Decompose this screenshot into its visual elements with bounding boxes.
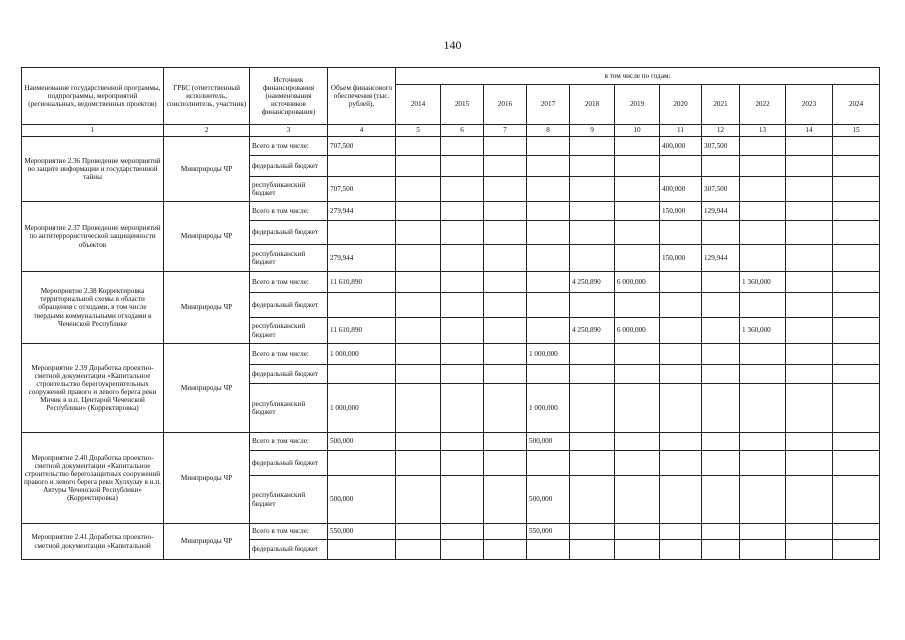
year-amount (396, 293, 441, 318)
year-amount (702, 451, 740, 476)
year-amount (441, 272, 484, 293)
year-amount (786, 318, 833, 344)
header-column-number: 8 (527, 125, 570, 137)
year-amount (660, 344, 702, 365)
table-body (22, 137, 880, 560)
year-amount (441, 293, 484, 318)
year-amount: 150,000 (660, 202, 702, 221)
header-column-number: 14 (786, 125, 833, 137)
year-amount (740, 202, 786, 221)
year-amount (615, 365, 660, 384)
header-year: 2022 (740, 85, 786, 125)
year-amount (615, 245, 660, 272)
header-year: 2017 (527, 85, 570, 125)
header-column-number: 12 (702, 125, 740, 137)
year-amount (527, 272, 570, 293)
year-amount (484, 293, 527, 318)
year-amount (527, 365, 570, 384)
year-amount (527, 540, 570, 560)
year-amount (740, 540, 786, 560)
year-amount (660, 524, 702, 540)
year-amount (615, 344, 660, 365)
year-amount (615, 476, 660, 524)
year-amount (570, 245, 615, 272)
year-amount (396, 272, 441, 293)
year-amount (396, 540, 441, 560)
table-row (22, 272, 880, 293)
funding-source: республиканский бюджет (250, 476, 328, 524)
year-amount (786, 293, 833, 318)
year-amount (484, 476, 527, 524)
funding-volume: 279,944 (328, 202, 396, 221)
year-amount (527, 293, 570, 318)
year-amount (441, 344, 484, 365)
year-amount (740, 524, 786, 540)
funding-source: федеральный бюджет (250, 221, 328, 245)
header-year: 2024 (833, 85, 880, 125)
year-amount (570, 156, 615, 177)
funding-volume (328, 365, 396, 384)
year-amount (786, 384, 833, 433)
year-amount (527, 156, 570, 177)
year-amount (570, 202, 615, 221)
year-amount (786, 245, 833, 272)
year-amount (740, 245, 786, 272)
year-amount (740, 344, 786, 365)
year-amount: 150,000 (660, 245, 702, 272)
header-volume: Объем финансового обеспечения (тыс. рублей), (328, 68, 396, 125)
measure-name: Мероприятие 2.36 Проведение мероприятий по защите информации и государственной тайны (22, 137, 164, 202)
year-amount (833, 540, 880, 560)
header-column-number: 9 (570, 125, 615, 137)
year-amount (527, 318, 570, 344)
year-amount (484, 524, 527, 540)
year-amount (615, 156, 660, 177)
year-amount (396, 245, 441, 272)
year-amount (702, 318, 740, 344)
page-number: 140 (443, 38, 462, 52)
year-amount (740, 221, 786, 245)
year-amount (441, 137, 484, 156)
year-amount: 1 000,000 (527, 344, 570, 365)
measure-grbs: Минприроды ЧР (164, 344, 250, 433)
year-amount (833, 344, 880, 365)
year-amount (441, 540, 484, 560)
measure-grbs: Минприроды ЧР (164, 433, 250, 524)
year-amount (615, 202, 660, 221)
year-amount (396, 221, 441, 245)
header-column-number: 6 (441, 125, 484, 137)
year-amount (786, 524, 833, 540)
year-amount (786, 433, 833, 451)
year-amount: 4 250,890 (570, 272, 615, 293)
year-amount (484, 221, 527, 245)
header-year: 2016 (484, 85, 527, 125)
year-amount (740, 365, 786, 384)
year-amount (570, 384, 615, 433)
year-amount (615, 451, 660, 476)
year-amount (527, 202, 570, 221)
financing-table (21, 67, 880, 560)
funding-volume: 500,000 (328, 433, 396, 451)
year-amount (484, 272, 527, 293)
year-amount (702, 540, 740, 560)
year-amount (396, 202, 441, 221)
header-name: Наименование государственной программы, подпрограммы, мероприятий (региональных, ведомственных проектов) (22, 68, 164, 125)
header-year: 2015 (441, 85, 484, 125)
year-amount (833, 245, 880, 272)
table-row (22, 524, 880, 540)
year-amount (615, 177, 660, 202)
measure-grbs: Минприроды ЧР (164, 272, 250, 344)
year-amount (615, 293, 660, 318)
year-amount (833, 293, 880, 318)
year-amount: 400,000 (660, 177, 702, 202)
year-amount: 500,000 (527, 476, 570, 524)
funding-volume: 1 000,000 (328, 344, 396, 365)
year-amount: 500,000 (527, 433, 570, 451)
header-by-years: в том числе по годам: (396, 68, 880, 85)
year-amount (570, 221, 615, 245)
measure-grbs: Минприроды ЧР (164, 524, 250, 560)
year-amount: 1 000,000 (527, 384, 570, 433)
year-amount (615, 540, 660, 560)
year-amount (702, 272, 740, 293)
year-amount (702, 156, 740, 177)
funding-source: республиканский бюджет (250, 384, 328, 433)
funding-source: Всего в том числе: (250, 344, 328, 365)
year-amount (833, 221, 880, 245)
year-amount (702, 365, 740, 384)
funding-volume: 1 000,000 (328, 384, 396, 433)
year-amount: 307,500 (702, 137, 740, 156)
funding-source: федеральный бюджет (250, 540, 328, 560)
header-column-number: 13 (740, 125, 786, 137)
measure-grbs: Минприроды ЧР (164, 137, 250, 202)
year-amount (396, 344, 441, 365)
year-amount (396, 137, 441, 156)
funding-source: республиканский бюджет (250, 177, 328, 202)
funding-volume: 11 610,890 (328, 318, 396, 344)
year-amount (786, 540, 833, 560)
year-amount (396, 384, 441, 433)
year-amount (833, 384, 880, 433)
year-amount (786, 137, 833, 156)
header-column-number: 15 (833, 125, 880, 137)
year-amount (660, 540, 702, 560)
year-amount (527, 245, 570, 272)
year-amount (484, 344, 527, 365)
year-amount (786, 221, 833, 245)
year-amount (484, 156, 527, 177)
year-amount (615, 384, 660, 433)
year-amount (833, 365, 880, 384)
header-source: Источник финансирования (наименования источников финансирования) (250, 68, 328, 125)
header-column-number: 11 (660, 125, 702, 137)
year-amount (484, 245, 527, 272)
year-amount (441, 318, 484, 344)
measure-name: Мероприятие 2.40 Доработка проектно-сметной документации «Капитальное строительство берегозащитных сооружений правого и левого берега реки Хулхулау в н.п. Автуры Чеченской Республики» (Корректировка) (22, 433, 164, 524)
funding-source: Всего в том числе: (250, 433, 328, 451)
year-amount (441, 451, 484, 476)
year-amount (484, 365, 527, 384)
year-amount (396, 476, 441, 524)
year-amount (833, 202, 880, 221)
year-amount (441, 524, 484, 540)
year-amount (441, 433, 484, 451)
year-amount (660, 221, 702, 245)
year-amount: 550,000 (527, 524, 570, 540)
measure-name: Мероприятие 2.38 Корректировка территориальной схемы в области обращения с отходами, в том числе твердыми коммунальными отходами в Чеченской Республике (22, 272, 164, 344)
year-amount (702, 433, 740, 451)
funding-source: республиканский бюджет (250, 245, 328, 272)
year-amount (833, 177, 880, 202)
funding-volume: 11 610,890 (328, 272, 396, 293)
year-amount: 4 250,890 (570, 318, 615, 344)
year-amount (484, 137, 527, 156)
year-amount (396, 451, 441, 476)
funding-volume: 279,944 (328, 245, 396, 272)
funding-volume: 707,500 (328, 137, 396, 156)
year-amount (833, 156, 880, 177)
year-amount (660, 272, 702, 293)
year-amount (786, 272, 833, 293)
measure-name: Мероприятие 2.39 Доработка проектно-сметной документации «Капитальное строительство берегоукрепительных сооружений правого и левого берега реки Мичик в н.п. Центарой Чеченской Республики» (Корректировка) (22, 344, 164, 433)
year-amount (484, 318, 527, 344)
year-amount (484, 433, 527, 451)
year-amount (740, 451, 786, 476)
year-amount (740, 384, 786, 433)
year-amount (786, 177, 833, 202)
funding-volume: 707,500 (328, 177, 396, 202)
table-row (22, 433, 880, 451)
year-amount (786, 365, 833, 384)
year-amount (833, 451, 880, 476)
year-amount (570, 476, 615, 524)
header-year: 2023 (786, 85, 833, 125)
funding-source: республиканский бюджет (250, 318, 328, 344)
year-amount (570, 524, 615, 540)
year-amount (833, 433, 880, 451)
year-amount (396, 156, 441, 177)
year-amount (702, 344, 740, 365)
year-amount (833, 524, 880, 540)
year-amount (570, 177, 615, 202)
year-amount (786, 476, 833, 524)
header-grbs: ГРБС (ответственный исполнитель, соисполнитель, участник) (164, 68, 250, 125)
year-amount (570, 365, 615, 384)
funding-volume (328, 221, 396, 245)
year-amount (570, 344, 615, 365)
funding-source: федеральный бюджет (250, 365, 328, 384)
year-amount (660, 318, 702, 344)
header-year: 2020 (660, 85, 702, 125)
year-amount (441, 221, 484, 245)
funding-volume (328, 451, 396, 476)
funding-source: Всего в том числе: (250, 524, 328, 540)
year-amount (441, 476, 484, 524)
year-amount (660, 365, 702, 384)
funding-volume: 550,000 (328, 524, 396, 540)
year-amount (660, 293, 702, 318)
header-year: 2019 (615, 85, 660, 125)
year-amount (740, 293, 786, 318)
measure-name: Мероприятие 2.37 Проведение мероприятий по антитеррористической защищенности объектов (22, 202, 164, 272)
year-amount (615, 137, 660, 156)
funding-volume (328, 156, 396, 177)
header-column-number: 3 (250, 125, 328, 137)
year-amount (441, 384, 484, 433)
year-amount (660, 384, 702, 433)
funding-volume (328, 540, 396, 560)
year-amount (740, 177, 786, 202)
year-amount (484, 451, 527, 476)
year-amount (615, 524, 660, 540)
header-year: 2021 (702, 85, 740, 125)
year-amount (441, 365, 484, 384)
year-amount (396, 433, 441, 451)
year-amount: 129,944 (702, 245, 740, 272)
year-amount (833, 476, 880, 524)
year-amount (833, 137, 880, 156)
year-amount (740, 476, 786, 524)
year-amount (660, 451, 702, 476)
funding-source: Всего в том числе: (250, 202, 328, 221)
year-amount (441, 177, 484, 202)
year-amount (570, 451, 615, 476)
year-amount: 6 000,000 (615, 272, 660, 293)
header-column-number: 2 (164, 125, 250, 137)
year-amount (484, 202, 527, 221)
year-amount (702, 476, 740, 524)
year-amount (484, 384, 527, 433)
funding-source: федеральный бюджет (250, 293, 328, 318)
year-amount: 6 000,000 (615, 318, 660, 344)
year-amount (441, 245, 484, 272)
year-amount (615, 221, 660, 245)
year-amount (396, 524, 441, 540)
year-amount (570, 293, 615, 318)
funding-source: федеральный бюджет (250, 451, 328, 476)
year-amount: 400,000 (660, 137, 702, 156)
year-amount (740, 156, 786, 177)
year-amount (570, 540, 615, 560)
year-amount (527, 177, 570, 202)
measure-name: Мероприятие 2.41 Доработка проектно-сметной документации «Капитальной (22, 524, 164, 560)
table-row (22, 344, 880, 365)
year-amount (396, 365, 441, 384)
year-amount (484, 177, 527, 202)
header-year: 2014 (396, 85, 441, 125)
year-amount: 1 360,000 (740, 272, 786, 293)
year-amount (786, 344, 833, 365)
year-amount: 1 360,000 (740, 318, 786, 344)
header-column-number: 10 (615, 125, 660, 137)
year-amount (484, 540, 527, 560)
year-amount (702, 524, 740, 540)
year-amount (570, 433, 615, 451)
table-row (22, 202, 880, 221)
header-year: 2018 (570, 85, 615, 125)
header-column-number: 1 (22, 125, 164, 137)
funding-source: Всего в том числе: (250, 272, 328, 293)
year-amount (527, 451, 570, 476)
year-amount (527, 137, 570, 156)
year-amount (396, 177, 441, 202)
year-amount (441, 202, 484, 221)
year-amount (833, 318, 880, 344)
year-amount (702, 221, 740, 245)
year-amount (615, 433, 660, 451)
header-column-number: 7 (484, 125, 527, 137)
table-row (22, 137, 880, 156)
year-amount (570, 137, 615, 156)
funding-volume (328, 293, 396, 318)
year-amount (660, 476, 702, 524)
year-amount (660, 433, 702, 451)
year-amount (396, 318, 441, 344)
year-amount (786, 451, 833, 476)
year-amount (786, 156, 833, 177)
year-amount (702, 293, 740, 318)
measure-grbs: Минприроды ЧР (164, 202, 250, 272)
year-amount (833, 272, 880, 293)
year-amount (441, 156, 484, 177)
year-amount (527, 221, 570, 245)
year-amount: 307,500 (702, 177, 740, 202)
funding-volume: 500,000 (328, 476, 396, 524)
header-column-number: 5 (396, 125, 441, 137)
year-amount (702, 384, 740, 433)
year-amount (740, 433, 786, 451)
year-amount: 129,944 (702, 202, 740, 221)
year-amount (660, 156, 702, 177)
year-amount (740, 137, 786, 156)
year-amount (786, 202, 833, 221)
header-column-numbers (22, 125, 880, 137)
funding-source: федеральный бюджет (250, 156, 328, 177)
funding-source: Всего в том числе: (250, 137, 328, 156)
header-column-number: 4 (328, 125, 396, 137)
